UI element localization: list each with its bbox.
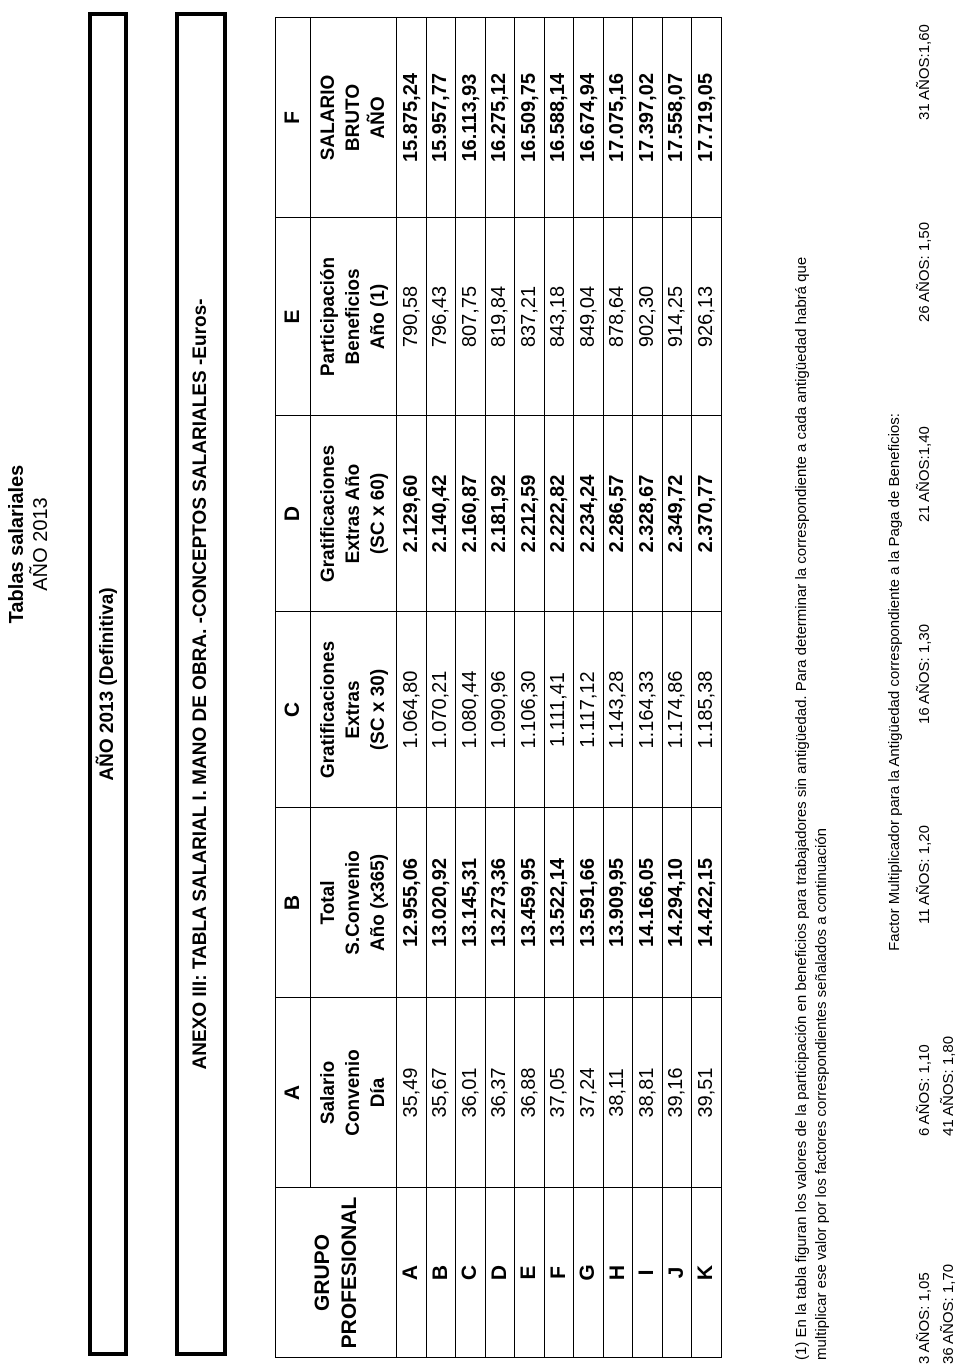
table-row [426, 18, 456, 1358]
cell-d: 2.212,59 [515, 416, 545, 612]
header-line: Extras Año [343, 463, 364, 564]
column-letter: E [276, 218, 311, 416]
factor-item: 16 AÑOS: 1,30 [916, 623, 933, 724]
group-cell: F [544, 1188, 574, 1358]
cell-a: 37,24 [574, 998, 604, 1188]
cell-a: 35,49 [397, 998, 427, 1188]
cell-c: 1.185,38 [692, 612, 722, 808]
factor-item: 26 AÑOS: 1,50 [916, 221, 933, 322]
column-letters-row [276, 18, 311, 1358]
header-line: (SC x 60) [368, 472, 389, 555]
cell-c: 1.064,80 [397, 612, 427, 808]
cell-c: 1.106,30 [515, 612, 545, 808]
header-line: Gratificaciones [318, 444, 339, 583]
cell-e: 790,58 [397, 218, 427, 416]
header-line: SALARIO [318, 74, 339, 161]
cell-c: 1.070,21 [426, 612, 456, 808]
group-header-line: PROFESIONAL [338, 1196, 361, 1349]
salary-table [275, 17, 722, 1358]
cell-e: 878,64 [603, 218, 633, 416]
group-cell: G [574, 1188, 604, 1358]
cell-b: 13.020,92 [426, 808, 456, 998]
column-letter: F [276, 18, 311, 218]
cell-f: 15.875,24 [397, 18, 427, 218]
group-cell: D [485, 1188, 515, 1358]
cell-d: 2.328,67 [633, 416, 663, 612]
table-row [692, 18, 722, 1358]
column-header [311, 218, 397, 416]
cell-b: 14.422,15 [692, 808, 722, 998]
header-line: Día [368, 1077, 389, 1108]
cell-b: 13.909,95 [603, 808, 633, 998]
factor-item: 6 AÑOS: 1,10 [916, 1044, 933, 1136]
annex-box-title: ANEXO III: TABLA SALARIAL I. MANO DE OBRA. -CONCEPTOS SALARIALES -Euros- [190, 298, 211, 1070]
column-letter: A [276, 998, 311, 1188]
cell-f: 17.558,07 [662, 18, 692, 218]
cell-b: 13.273,36 [485, 808, 515, 998]
cell-d: 2.181,92 [485, 416, 515, 612]
cell-e: 843,18 [544, 218, 574, 416]
cell-e: 849,04 [574, 218, 604, 416]
column-header [311, 416, 397, 612]
group-cell: B [426, 1188, 456, 1358]
table-row [544, 18, 574, 1358]
column-headers-row [311, 18, 397, 1358]
cell-c: 1.080,44 [456, 612, 486, 808]
header-line: Convenio [343, 1049, 364, 1136]
header-line: BRUTO [343, 83, 364, 152]
cell-c: 1.111,41 [544, 612, 574, 808]
cell-e: 926,13 [692, 218, 722, 416]
cell-f: 17.719,05 [692, 18, 722, 218]
column-letter: B [276, 808, 311, 998]
cell-b: 13.591,66 [574, 808, 604, 998]
factor-item: 41 AÑOS: 1,80 [940, 1035, 957, 1136]
document-title: Tablas salariales [6, 464, 28, 624]
cell-f: 15.957,77 [426, 18, 456, 218]
header-line: S.Convenio [343, 850, 364, 955]
table-row [485, 18, 515, 1358]
header-line: AÑO [368, 96, 389, 139]
footnote-line: (1) En la tabla figuran los valores de la participación en beneficios para trabajadores sin antigüedad. Para determinar la correspondiente a cada antigüedad habrá que [793, 256, 810, 1360]
column-header [311, 18, 397, 218]
cell-f: 17.075,16 [603, 18, 633, 218]
cell-b: 13.145,31 [456, 808, 486, 998]
cell-a: 37,05 [544, 998, 574, 1188]
cell-a: 36,88 [515, 998, 545, 1188]
cell-e: 796,43 [426, 218, 456, 416]
table-row [515, 18, 545, 1358]
cell-f: 16.588,14 [544, 18, 574, 218]
cell-d: 2.370,77 [692, 416, 722, 612]
table-row [574, 18, 604, 1358]
document-subtitle: AÑO 2013 [30, 497, 52, 591]
cell-b: 13.522,14 [544, 808, 574, 998]
cell-a: 35,67 [426, 998, 456, 1188]
column-letter: C [276, 612, 311, 808]
table-row [633, 18, 663, 1358]
factor-item: 11 AÑOS: 1,20 [916, 825, 933, 924]
cell-a: 39,51 [692, 998, 722, 1188]
group-cell: K [692, 1188, 722, 1358]
header-line: Gratificaciones [318, 640, 339, 779]
cell-c: 1.174,86 [662, 612, 692, 808]
group-cell: A [397, 1188, 427, 1358]
header-line: (SC x 30) [368, 668, 389, 751]
cell-a: 39,16 [662, 998, 692, 1188]
cell-e: 807,75 [456, 218, 486, 416]
table-row [662, 18, 692, 1358]
header-line: Año (1) [368, 283, 389, 350]
cell-e: 902,30 [633, 218, 663, 416]
cell-b: 12.955,06 [397, 808, 427, 998]
cell-b: 14.294,10 [662, 808, 692, 998]
column-letter: D [276, 416, 311, 612]
cell-b: 13.459,95 [515, 808, 545, 998]
factor-item: 21 AÑOS:1,40 [916, 426, 933, 522]
group-header [276, 1188, 397, 1358]
cell-b: 14.166,05 [633, 808, 663, 998]
table-row [456, 18, 486, 1358]
group-cell: H [603, 1188, 633, 1358]
cell-d: 2.140,42 [426, 416, 456, 612]
cell-e: 837,21 [515, 218, 545, 416]
cell-a: 38,11 [603, 998, 633, 1188]
cell-c: 1.090,96 [485, 612, 515, 808]
group-cell: E [515, 1188, 545, 1358]
cell-a: 36,01 [456, 998, 486, 1188]
group-cell: C [456, 1188, 486, 1358]
cell-d: 2.160,87 [456, 416, 486, 612]
cell-f: 16.509,75 [515, 18, 545, 218]
cell-d: 2.129,60 [397, 416, 427, 612]
header-line: Total [318, 880, 339, 925]
header-line: Beneficios [343, 268, 364, 365]
group-header-line: GRUPO [311, 1234, 334, 1312]
cell-c: 1.164,33 [633, 612, 663, 808]
cell-f: 16.674,94 [574, 18, 604, 218]
factor-item: 36 AÑOS: 1,70 [940, 1263, 957, 1364]
cell-a: 36,37 [485, 998, 515, 1188]
header-line: Año (x365) [368, 853, 389, 952]
column-header [311, 998, 397, 1188]
factor-item: 3 AÑOS: 1,05 [916, 1272, 933, 1364]
cell-f: 16.275,12 [485, 18, 515, 218]
cell-f: 17.397,02 [633, 18, 663, 218]
cell-a: 38,81 [633, 998, 663, 1188]
cell-e: 819,84 [485, 218, 515, 416]
header-line: Participación [318, 256, 339, 377]
column-header [311, 612, 397, 808]
footnote-line: multiplicar ese valor por los factores correspondientes señalados a continuación [813, 828, 830, 1360]
cell-f: 16.113,93 [456, 18, 486, 218]
cell-c: 1.117,12 [574, 612, 604, 808]
cell-d: 2.222,82 [544, 416, 574, 612]
table-row [397, 18, 427, 1358]
factor-title: Factor Multiplicador para la Antigüedad correspondiente a la Paga de Beneficios: [886, 413, 903, 951]
cell-c: 1.143,28 [603, 612, 633, 808]
header-line: Salario [318, 1060, 339, 1125]
cell-d: 2.286,57 [603, 416, 633, 612]
cell-d: 2.234,24 [574, 416, 604, 612]
table-row [603, 18, 633, 1358]
header-line: Extras [343, 680, 364, 739]
factor-item: 31 AÑOS:1,60 [916, 24, 933, 120]
cell-d: 2.349,72 [662, 416, 692, 612]
group-cell: I [633, 1188, 663, 1358]
cell-e: 914,25 [662, 218, 692, 416]
year-box-title: AÑO 2013 (Definitiva) [97, 587, 118, 781]
column-header [311, 808, 397, 998]
group-cell: J [662, 1188, 692, 1358]
